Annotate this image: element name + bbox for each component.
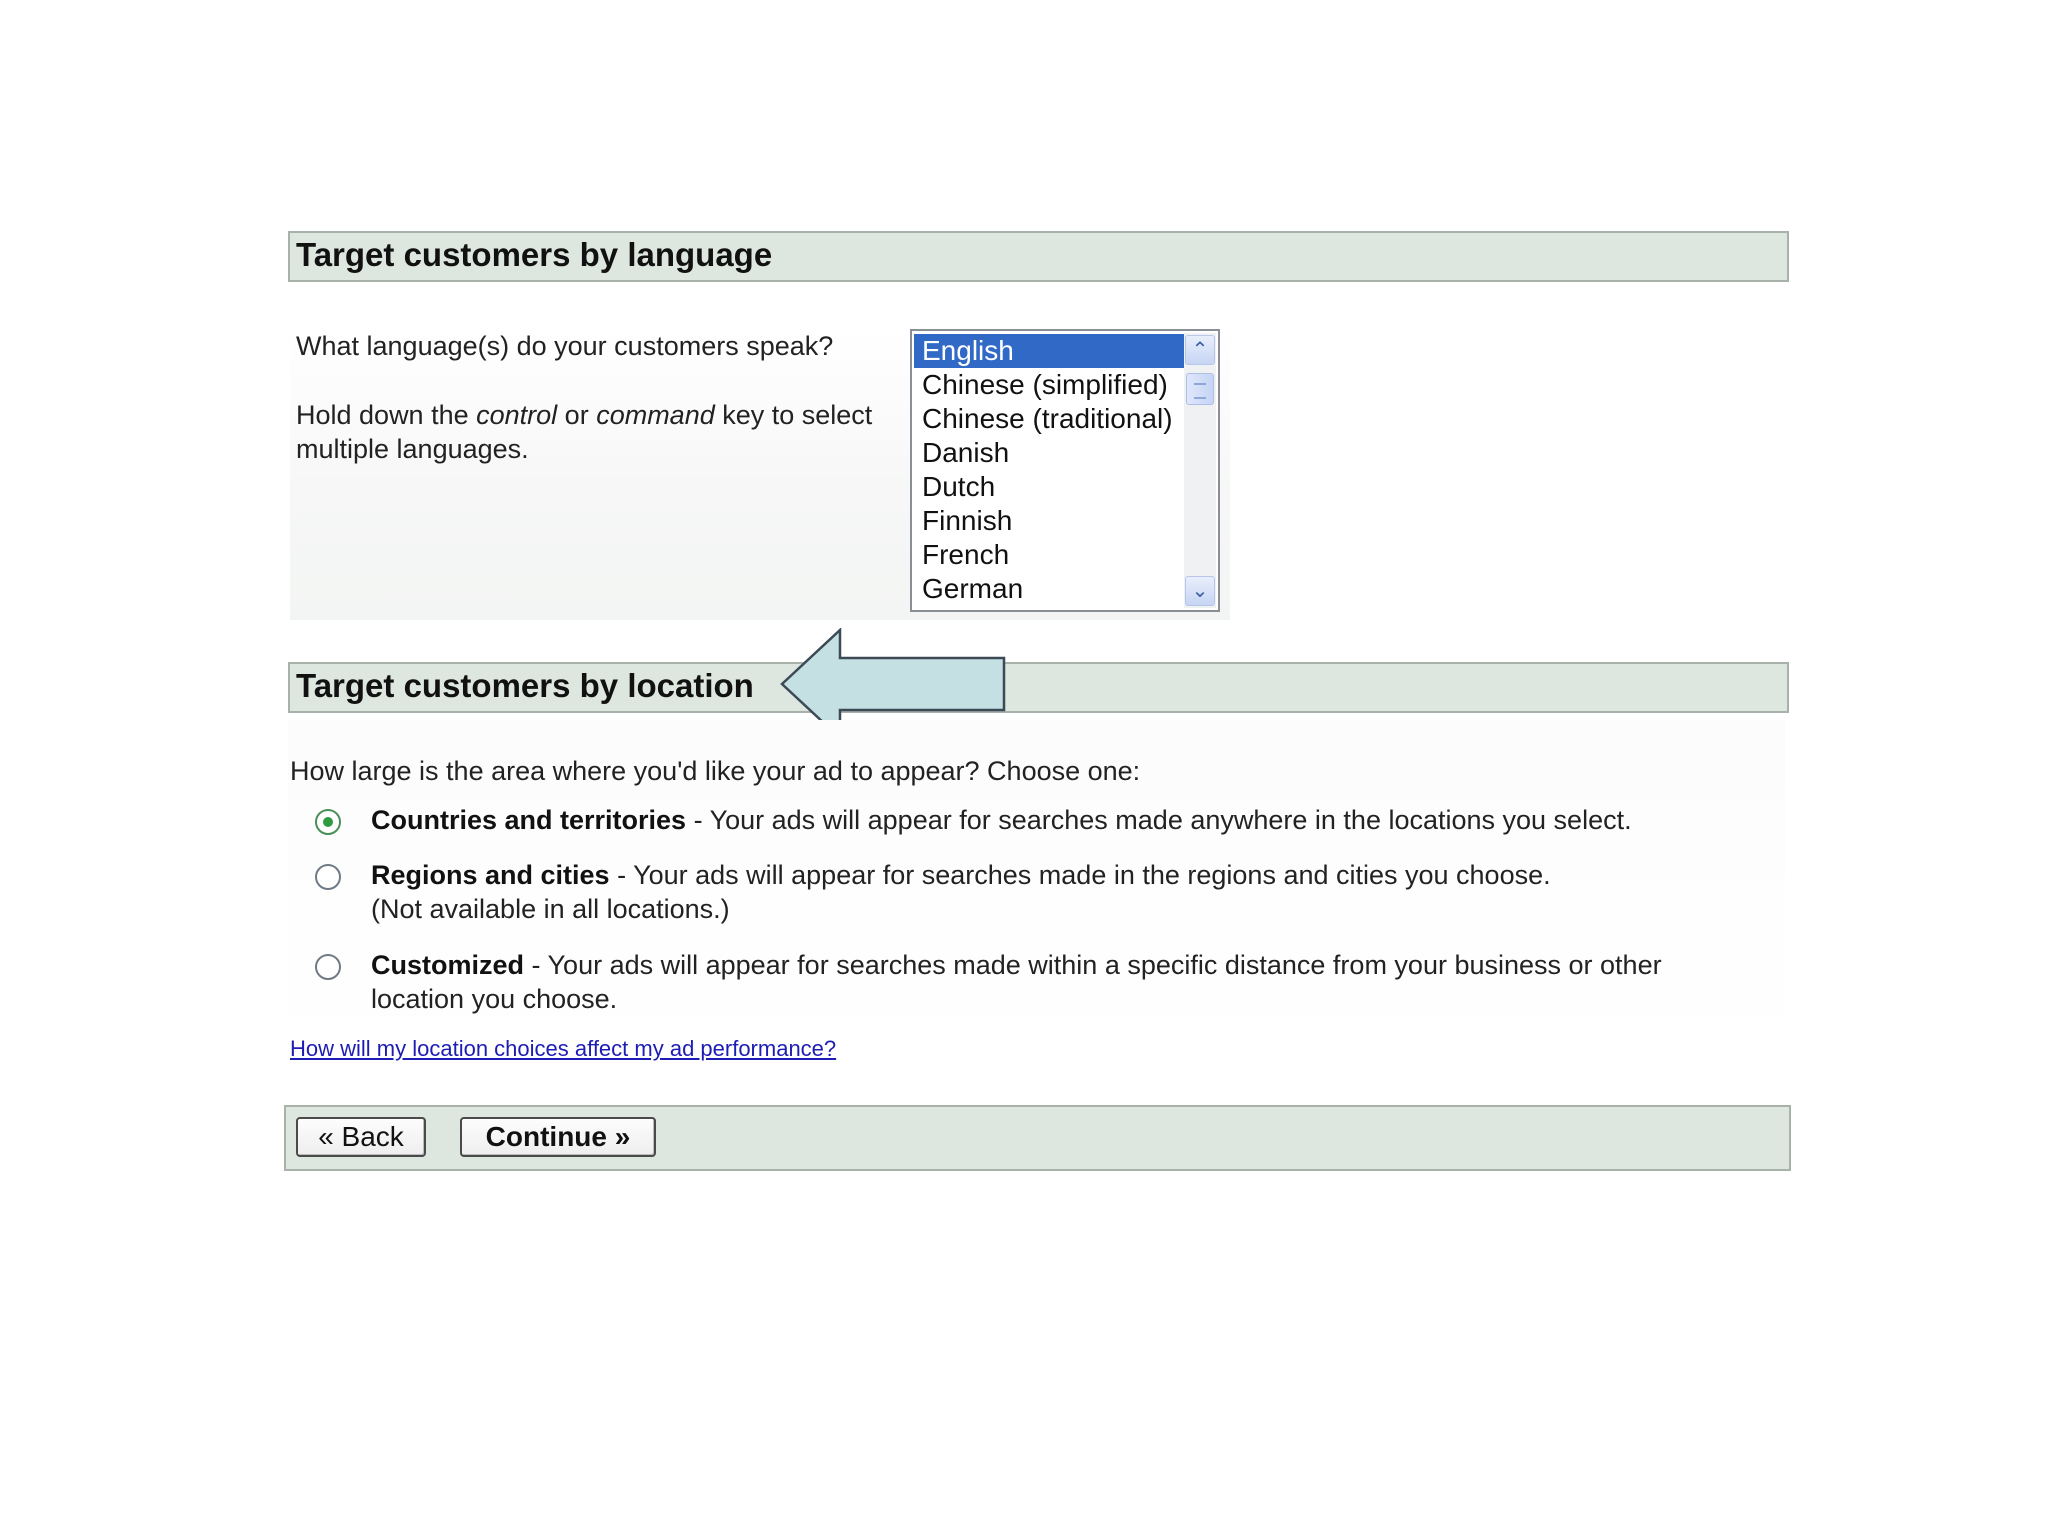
- language-listbox[interactable]: [910, 329, 1220, 612]
- language-option[interactable]: German: [922, 573, 1024, 604]
- command-key-text: command: [596, 400, 715, 430]
- radio-regions-cities[interactable]: [315, 864, 341, 890]
- option-customized[interactable]: Customized - Your ads will appear for searches made within a specific distance from your business or other: [371, 950, 1662, 980]
- radio-customized[interactable]: [315, 954, 341, 980]
- language-section-title: Target customers by language: [296, 236, 773, 273]
- continue-button[interactable]: Continue »: [460, 1117, 656, 1157]
- location-question: How large is the area where you'd like your ad to appear? Choose one:: [290, 756, 1141, 786]
- location-section-header: [288, 662, 1789, 713]
- control-key-text: control: [476, 400, 558, 430]
- scrollbar-thumb[interactable]: [1186, 373, 1214, 405]
- radio-countries-territories[interactable]: [315, 809, 341, 835]
- button-bar: [284, 1105, 1791, 1171]
- language-option[interactable]: Chinese (simplified): [922, 369, 1168, 400]
- language-options: [914, 334, 1184, 606]
- listbox-scrollbar[interactable]: [1184, 333, 1216, 608]
- language-hint: Hold down the control or command key to select: [296, 400, 873, 430]
- language-hint-line2: multiple languages.: [296, 434, 529, 464]
- language-option[interactable]: Finnish: [922, 505, 1013, 536]
- language-option[interactable]: Danish: [922, 437, 1010, 468]
- back-button[interactable]: « Back: [296, 1117, 426, 1157]
- option-regions-cities[interactable]: Regions and cities - Your ads will appear for searches made in the regions and cities you choose.: [371, 860, 1551, 890]
- option-regions-cities-note: (Not available in all locations.): [371, 894, 730, 924]
- language-question: What language(s) do your customers speak?: [296, 331, 834, 361]
- chevron-up-icon[interactable]: ⌃: [1185, 335, 1215, 365]
- language-option[interactable]: Chinese (traditional): [922, 403, 1173, 434]
- option-customized-line2: location you choose.: [371, 984, 618, 1014]
- language-option[interactable]: English: [914, 334, 1184, 368]
- language-option[interactable]: Dutch: [922, 471, 996, 502]
- chevron-down-icon[interactable]: ⌄: [1185, 576, 1215, 606]
- language-option[interactable]: French: [922, 539, 1010, 570]
- option-countries-territories[interactable]: Countries and territories - Your ads will appear for searches made anywhere in the locations you select.: [371, 805, 1632, 835]
- location-help-link[interactable]: How will my location choices affect my ad performance?: [290, 1036, 837, 1061]
- language-section-header: [288, 231, 1789, 282]
- location-section-title: Target customers by location: [296, 667, 754, 704]
